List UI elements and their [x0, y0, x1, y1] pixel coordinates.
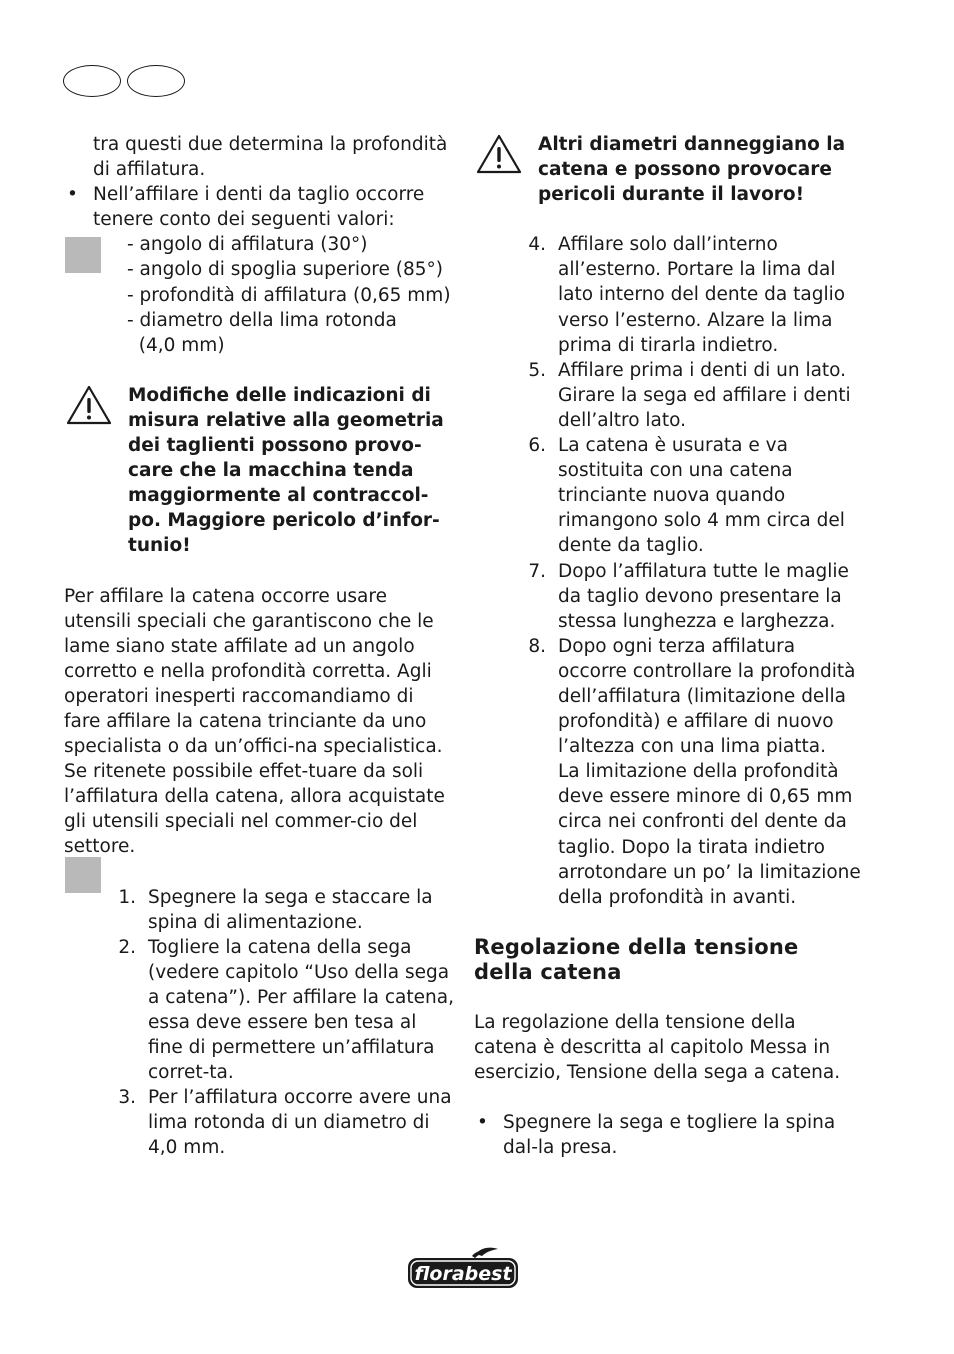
step-text: Spegnere la sega e staccare la spina di alimentazione.: [148, 886, 433, 933]
warning-text: Altri diametri danneggiano la catena e possono provocare pericoli durante il lavoro!: [538, 134, 846, 206]
step-text: Affilare solo dall’interno all’esterno. Portare la lima dal lato interno del dente da taglio verso l’esterno. Alzare la lima prima di tirarla indietro.: [558, 234, 846, 356]
step-text: Dopo ogni terza affilatura occorre controllare la profondità dell’affilatura (limitazione della profondità) e affilare di nuovo l’altezza con una lima piatta.: [558, 635, 856, 758]
step-number: 7.: [528, 560, 546, 582]
step-number: 8.: [528, 635, 546, 657]
left-column: [64, 132, 454, 1161]
value-item: - profondità di affilatura (0,65 mm): [127, 284, 451, 306]
step-text: La catena è usurata e va sostituita con una catena trinciante nuova quando rimangono solo 4 mm circa del dente da taglio.: [558, 435, 845, 557]
value-item: - angolo di spoglia superiore (85°): [127, 259, 443, 281]
step-number: 6.: [528, 435, 546, 457]
warning-block: [474, 132, 864, 207]
step-item: [64, 885, 454, 935]
step-number: 4.: [528, 234, 546, 256]
step-number: 1.: [118, 886, 136, 908]
steps-list-right: [474, 232, 864, 910]
value-item: (4,0 mm): [127, 334, 225, 356]
value-item: - angolo di affilatura (30°): [127, 234, 368, 256]
step-text: Dopo l’affilatura tutte le maglie da taglio devono presentare la stessa lunghezza e larghezza.: [558, 560, 849, 632]
language-oval-right: [127, 65, 185, 97]
step-item: [474, 358, 864, 433]
step-item: [474, 559, 864, 634]
steps-list-left: [64, 885, 454, 1161]
step-item: [474, 634, 864, 910]
bullet-item: [474, 1110, 864, 1160]
step-number: 5.: [528, 359, 546, 381]
continued-text: tra questi due determina la profondità di affilatura.: [93, 134, 448, 181]
language-oval-left: [63, 65, 121, 97]
bullet-text: Nell’affilare i denti da taglio occorre tenere conto dei seguenti valori:: [93, 184, 425, 231]
step-text: Per l’affilatura occorre avere una lima rotonda di un diametro di 4,0 mm.: [148, 1087, 452, 1159]
gray-marker-box: [65, 237, 101, 273]
step-text: Affilare prima i denti di un lato. Girare la sega ed affilare i denti dell’altro lato.: [558, 359, 851, 431]
section-heading: Regolazione della tensione della catena: [474, 934, 799, 984]
step-number: 3.: [118, 1087, 136, 1109]
warning-triangle-icon: [66, 385, 112, 425]
step-item: [474, 433, 864, 558]
bullet-text: Spegnere la sega e togliere la spina dal-la presa.: [503, 1112, 836, 1159]
step-number: 2.: [118, 936, 136, 958]
gray-marker-box: [65, 857, 101, 893]
intro-paragraph: Per affilare la catena occorre usare utensili speciali che garantiscono che le lame siano state affilate ad un angolo corretto e nella profondità corretta. Agli operatori inesperti raccomandiamo di fare affilare la catena trinciante da uno specialista o da un’offici-na specialistica. Se ritenete possibile effet-tuare da soli l’affilatura della catena, allora acquistate gli utensili speciali nel commer-cio del settore.: [64, 585, 445, 858]
bullet-dot-icon: •: [67, 184, 78, 206]
values-list: [64, 232, 454, 357]
bullet-dot-icon: •: [477, 1112, 488, 1134]
bullet-item: [64, 182, 454, 232]
warning-text: Modifiche delle indicazioni di misura relative alla geometria dei taglienti possono provo-care che la macchina tenda maggiormente al contraccol-po. Maggiore pericolo d’infor-tunio!: [128, 384, 444, 557]
value-item: - diametro della lima rotonda: [127, 309, 397, 331]
step-item: [64, 935, 454, 1086]
warning-block: [64, 383, 454, 559]
step-text: Togliere la catena della sega (vedere capitolo “Uso della sega a catena”). Per affilare la catena, essa deve essere ben tesa al fine di permettere un’affilatura corret-ta.: [148, 936, 454, 1084]
step-extra-text: La limitazione della profondità deve essere minore di 0,65 mm circa nei confronti del dente da taglio. Dopo la tirata indietro arrotondare un po’ la limitazione della profondità in avanti.: [558, 761, 861, 908]
section-paragraph: La regolazione della tensione della catena è descritta al capitolo Messa in esercizio, Tensione della sega a catena.: [474, 1011, 841, 1083]
logo-text: florabest: [414, 1263, 512, 1285]
step-item: [64, 1085, 454, 1160]
warning-triangle-icon: [476, 134, 522, 174]
florabest-logo: [406, 1246, 520, 1290]
right-column: [474, 132, 864, 1160]
step-item: [474, 232, 864, 357]
